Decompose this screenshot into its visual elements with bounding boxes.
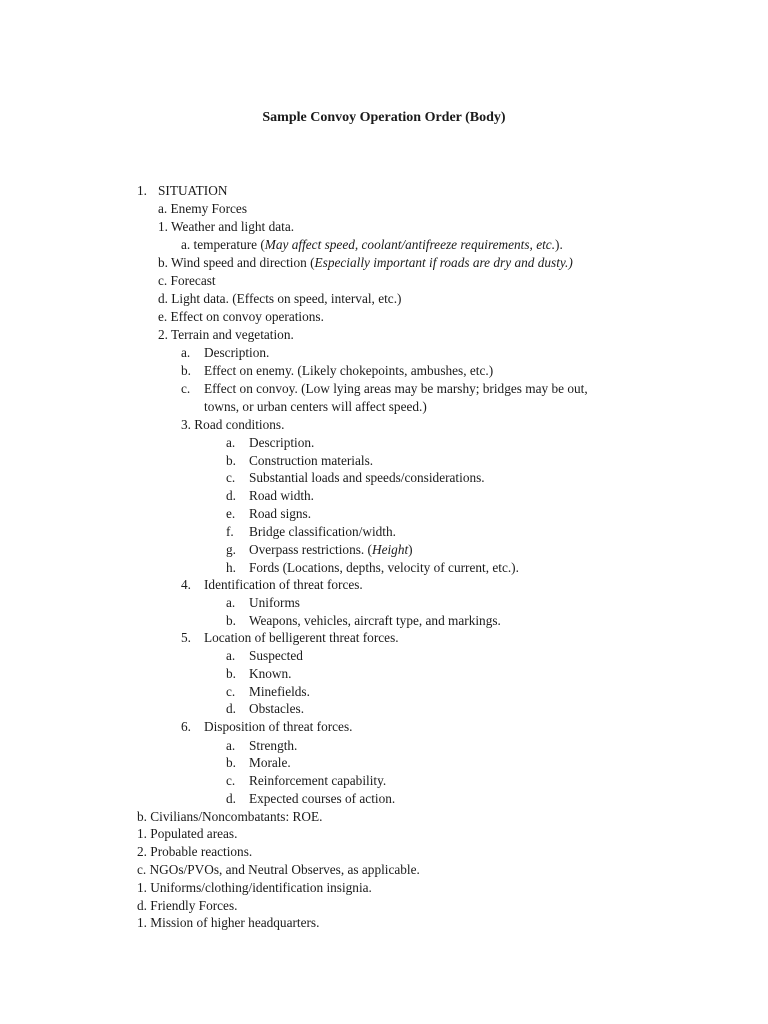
list-item: Identification of threat forces. bbox=[204, 577, 363, 592]
list-marker: a. bbox=[226, 738, 236, 753]
list-marker: d. bbox=[226, 488, 236, 503]
list-marker: a. bbox=[181, 345, 191, 360]
emphasis-text: Height bbox=[371, 542, 409, 557]
list-item bbox=[249, 542, 413, 558]
list-item: 2. Terrain and vegetation. bbox=[158, 327, 294, 342]
emphasis-text: Especially important if roads are dry and dusty.) bbox=[314, 255, 573, 270]
list-item: a. Enemy Forces bbox=[158, 201, 247, 216]
list-marker: c. bbox=[226, 470, 236, 485]
list-item: Construction materials. bbox=[249, 453, 374, 468]
list-item: d. Friendly Forces. bbox=[137, 898, 238, 913]
list-item: Minefields. bbox=[249, 684, 310, 699]
list-marker: a. bbox=[226, 595, 236, 610]
list-item: Fords (Locations, depths, velocity of current, etc.). bbox=[249, 560, 519, 575]
list-marker: b. bbox=[226, 453, 236, 468]
list-item: Bridge classification/width. bbox=[249, 524, 396, 539]
list-item: e. Effect on convoy operations. bbox=[158, 309, 324, 324]
list-item: 1. Uniforms/clothing/identification insignia. bbox=[137, 880, 372, 895]
list-marker: b. bbox=[181, 363, 191, 378]
list-item: Location of belligerent threat forces. bbox=[204, 630, 399, 645]
list-marker: b. bbox=[226, 613, 236, 628]
list-item: Morale. bbox=[249, 755, 291, 770]
list-item: 1. Weather and light data. bbox=[158, 219, 295, 234]
emphasis-text: May affect speed, coolant/antifreeze requirements, etc. bbox=[264, 237, 556, 252]
list-item: Obstacles. bbox=[249, 701, 305, 716]
list-item: Effect on convoy. (Low lying areas may be marshy; bridges may be out, bbox=[204, 381, 588, 396]
list-marker: b. bbox=[226, 755, 236, 770]
list-item: 3. Road conditions. bbox=[181, 417, 285, 432]
list-marker: f. bbox=[226, 524, 234, 539]
text-segment: ). bbox=[555, 237, 563, 252]
list-item: SITUATION bbox=[158, 183, 228, 198]
list-marker: c. bbox=[226, 684, 236, 699]
list-item: towns, or urban centers will affect speed.) bbox=[204, 399, 427, 414]
text-segment: b. Wind speed and direction ( bbox=[158, 255, 315, 270]
list-item: Expected courses of action. bbox=[249, 791, 396, 806]
list-marker: c. bbox=[226, 773, 236, 788]
list-marker: 6. bbox=[181, 719, 191, 734]
list-item: Known. bbox=[249, 666, 292, 681]
list-item: Weapons, vehicles, aircraft type, and markings. bbox=[249, 613, 501, 628]
list-item: Description. bbox=[249, 435, 315, 450]
list-item: c. NGOs/PVOs, and Neutral Observes, as applicable. bbox=[137, 862, 420, 877]
list-marker: 1. bbox=[137, 183, 147, 198]
list-item: Effect on enemy. (Likely chokepoints, ambushes, etc.) bbox=[204, 363, 494, 378]
list-item: Disposition of threat forces. bbox=[204, 719, 353, 734]
list-marker: e. bbox=[226, 506, 236, 521]
list-marker: d. bbox=[226, 701, 236, 716]
list-marker: g. bbox=[226, 542, 236, 557]
list-item: Road signs. bbox=[249, 506, 312, 521]
text-segment: ) bbox=[408, 542, 413, 557]
list-marker: a. bbox=[226, 648, 236, 663]
list-marker: d. bbox=[226, 791, 236, 806]
list-marker: b. bbox=[226, 666, 236, 681]
list-item bbox=[158, 255, 573, 271]
list-item bbox=[181, 237, 563, 253]
list-item: Uniforms bbox=[249, 595, 300, 610]
list-item: Suspected bbox=[249, 648, 303, 663]
list-item: Strength. bbox=[249, 738, 298, 753]
list-item: 1. Populated areas. bbox=[137, 826, 238, 841]
list-marker: c. bbox=[181, 381, 191, 396]
text-segment: Overpass restrictions. ( bbox=[249, 542, 372, 557]
list-marker: 5. bbox=[181, 630, 191, 645]
list-item: d. Light data. (Effects on speed, interval, etc.) bbox=[158, 291, 402, 306]
list-item: b. Civilians/Noncombatants: ROE. bbox=[137, 809, 323, 824]
list-item: Substantial loads and speeds/considerations. bbox=[249, 470, 485, 485]
list-marker: a. bbox=[226, 435, 236, 450]
list-item: 2. Probable reactions. bbox=[137, 844, 253, 859]
list-item: Description. bbox=[204, 345, 270, 360]
list-item: 1. Mission of higher headquarters. bbox=[137, 915, 320, 930]
list-item: c. Forecast bbox=[158, 273, 216, 288]
list-item: Reinforcement capability. bbox=[249, 773, 387, 788]
document-title: Sample Convoy Operation Order (Body) bbox=[262, 110, 506, 125]
list-item: Road width. bbox=[249, 488, 315, 503]
list-marker: h. bbox=[226, 560, 236, 575]
text-segment: a. temperature ( bbox=[181, 237, 265, 252]
list-marker: 4. bbox=[181, 577, 191, 592]
